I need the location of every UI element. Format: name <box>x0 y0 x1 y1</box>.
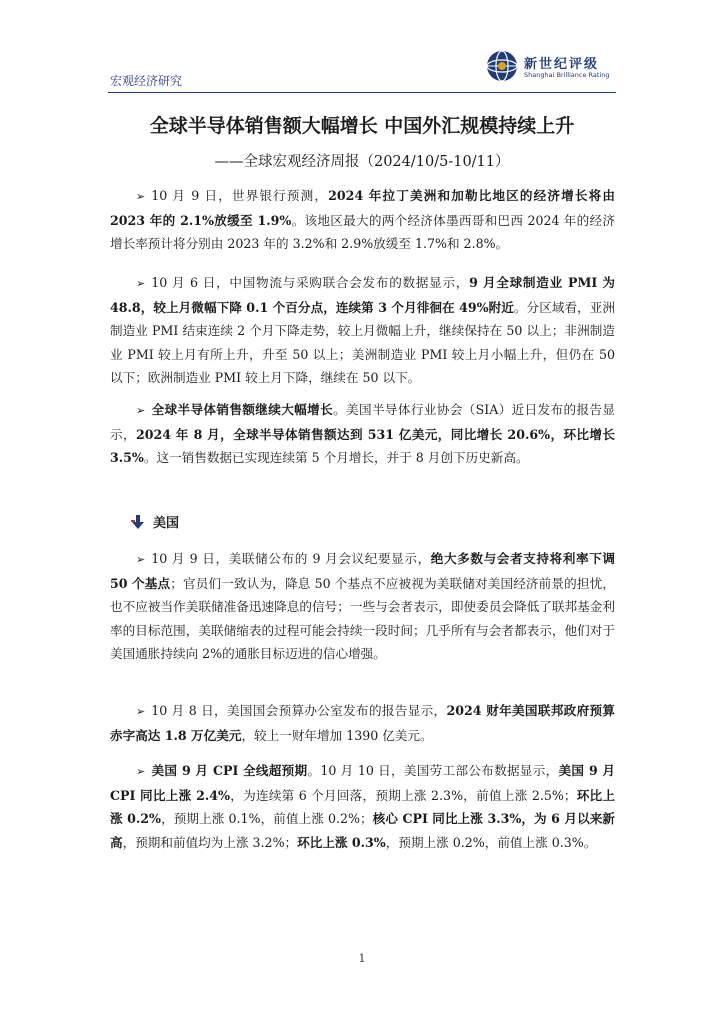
text: 。这一销售数据已实现连续第 5 个月增长，并于 8 月创下历史新高。 <box>143 450 529 465</box>
text: ，预期上涨 0.1%，前值上涨 0.2%； <box>161 811 373 826</box>
bold-text: 美国 9 月 CPI 全线超预期 <box>151 763 308 778</box>
arrow-bullet-icon: ➢ <box>136 190 146 203</box>
page-number: 1 <box>358 952 366 965</box>
header-divider <box>108 92 616 93</box>
logo-chinese-name: 新世纪评级 <box>524 57 600 72</box>
paragraph-semiconductor <box>110 398 615 470</box>
arrow-bullet-icon: ➢ <box>136 277 146 290</box>
bold-text: 美国 9 月 CPI 同比上涨 2.4% <box>110 763 615 803</box>
logo-globe-icon <box>486 50 518 82</box>
bold-text: 环比上涨 0.3% <box>297 834 386 850</box>
text: ，较上一财年增加 1390 亿美元。 <box>241 727 433 743</box>
text: 10 月 6 日，中国物流与采购联合会发布的数据显示， <box>151 275 470 290</box>
text: ，为连续第 6 个月回落，预期上涨 2.3%，前值上涨 2.5%； <box>229 787 577 803</box>
text: 。分区域看，亚洲制造业 PMI 结束连续 2 个月下降走势，较上月微幅上升，继续保持在 50 以上；非洲制造业 PMI 较上月有所上升，升至 50 以上；美洲制造业 PMI 较上月小幅上升，但仍在 50 以下；欧洲制造业 PMI 较上月下降，继续在 50 以下。 <box>110 299 616 385</box>
page-subtitle: ——全球宏观经济周报（2024/10/5-10/11） <box>214 154 510 170</box>
bold-text: 绝大多数与会者支持将利率下调 50 个基点 <box>110 551 615 591</box>
text: 10 月 9 日，美联储公布的 9 月会议纪要显示， <box>151 551 431 566</box>
down-arrow-bullet-icon <box>131 515 145 529</box>
section-heading-text: 美国 <box>153 516 180 531</box>
text: ，预期上涨 0.2%，前值上涨 0.3%。 <box>385 834 597 850</box>
text: ，预期和前值均为上涨 3.2%； <box>122 834 298 850</box>
arrow-bullet-icon: ➢ <box>136 705 146 718</box>
arrow-bullet-icon: ➢ <box>136 765 146 778</box>
paragraph-cpi <box>110 759 615 854</box>
report-category: 宏观经济研究 <box>110 74 183 88</box>
logo-english-name: Shanghai Brilliance Rating <box>524 71 610 79</box>
bold-text: 2024 年 8 月，全球半导体销售额达到 531 亿美元，同比增长 20.6%，环比增长 3.5% <box>110 426 615 465</box>
text: 。该地区最大的两个经济体墨西哥和巴西 2024 年的经济增长率预计将分别由 2023 年的 3.2%和 2.9%放缓至 1.7%和 2.8%。 <box>110 212 615 251</box>
arrow-bullet-icon: ➢ <box>136 404 146 417</box>
paragraph-latam <box>110 184 615 256</box>
text: 10 月 8 日，美国国会预算办公室发布的报告显示， <box>151 703 447 718</box>
text: 10 月 9 日，世界银行预测， <box>151 188 329 203</box>
text: 。10 月 10 日，美国劳工部公布数据显示， <box>307 763 559 778</box>
bold-text: 核心 CPI 同比上涨 3.3%，为 6 月以来新高 <box>110 811 616 850</box>
page-title: 全球半导体销售额大幅增长 中国外汇规模持续上升 <box>149 115 575 137</box>
paragraph-fed-minutes <box>110 547 615 666</box>
bold-text: 环比上涨 0.2% <box>110 787 616 826</box>
arrow-bullet-icon: ➢ <box>136 553 146 566</box>
bold-text: 9 月全球制造业 PMI 为 48.8，较上月微幅下降 0.1 个百分点，连续第 3 个月徘徊在 49%附近 <box>110 275 615 315</box>
text: 。美国半导体行业协会（SIA）近日发布的报告显示， <box>110 402 616 442</box>
text: ；官员们一致认为，降息 50 个基点不应被视为美联储对美国经济前景的担忧，也不应被当作美联储准备迅速降息的信号；一些与会者表示，即使委员会降低了联邦基金利率的目标范围，美联储缩表的过程可能会持续一段时间；几乎所有与会者都表示，他们对于美国通胀持续向 2%的通胀目标迈进的信心增强。 <box>110 575 615 661</box>
bold-text: 全球半导体销售额继续大幅增长 <box>151 402 334 417</box>
paragraph-budget-deficit <box>110 699 615 747</box>
company-logo <box>486 50 616 84</box>
section-heading-us <box>131 512 179 531</box>
bold-text: 2024 财年美国联邦政府预算赤字高达 1.8 万亿美元 <box>110 703 615 743</box>
bold-text: 2024 年拉丁美洲和加勒比地区的经济增长将由 2023 年的 2.1%放缓至 1.9% <box>110 188 615 228</box>
paragraph-pmi <box>110 271 615 390</box>
